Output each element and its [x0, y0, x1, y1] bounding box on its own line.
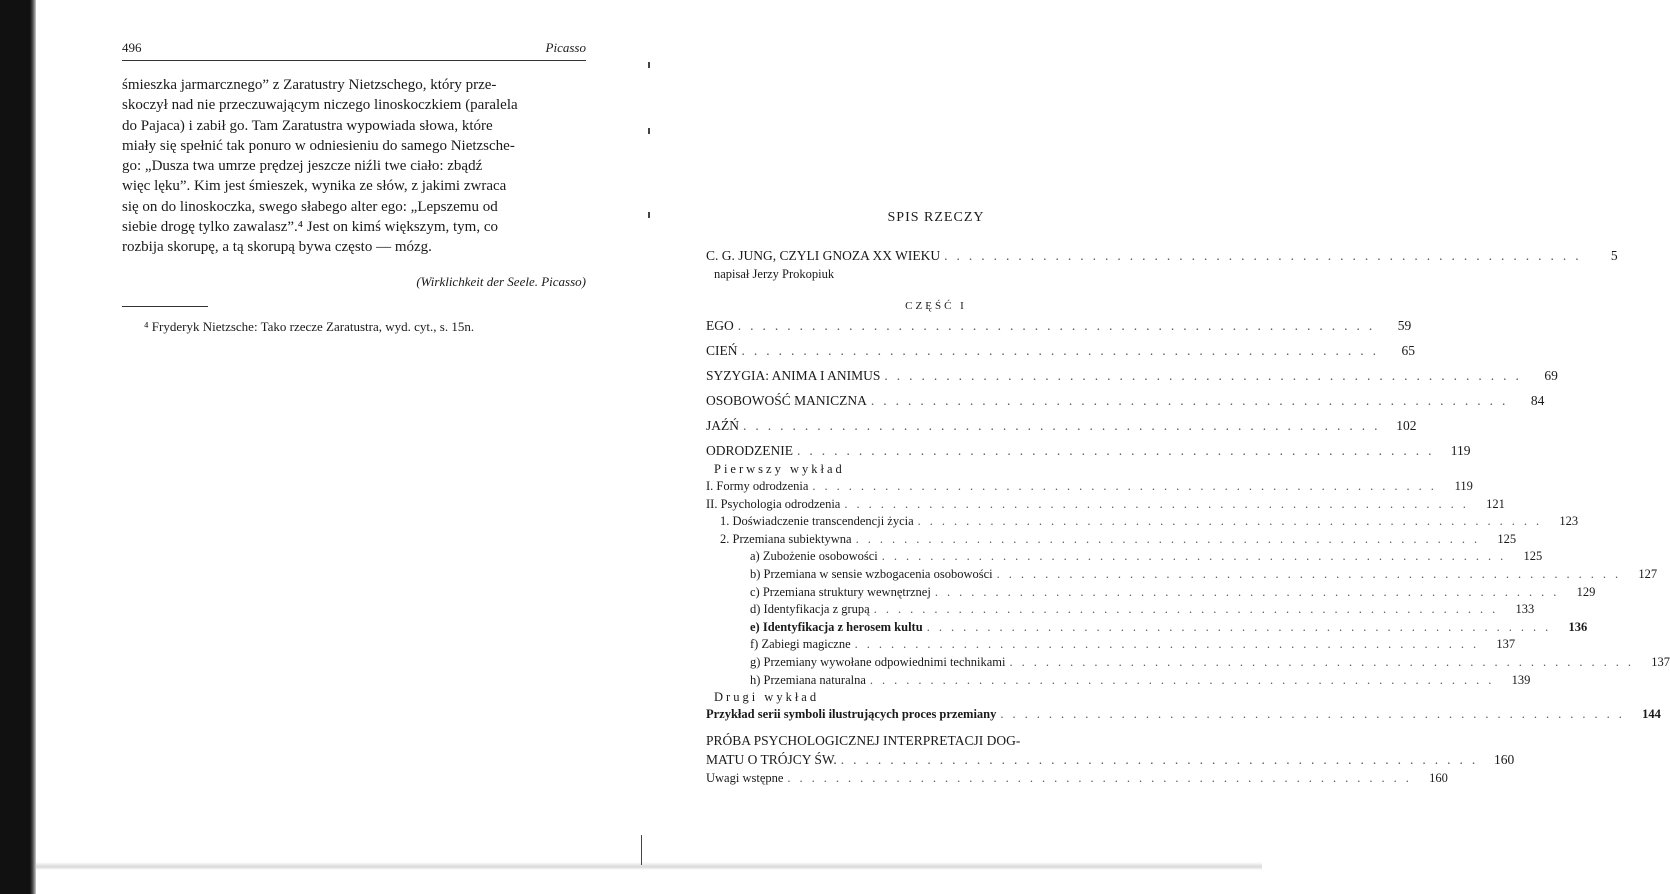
leader-dots: .................................................... [854, 637, 1486, 652]
toc-subentry [706, 514, 1579, 532]
running-head [122, 40, 586, 61]
lecture-heading: Drugi wykład [714, 690, 820, 705]
leader-dots: .................................................... [884, 368, 1528, 383]
toc-label: f) Zabiegi magiczne [750, 637, 851, 652]
leader-dots: .................................................... [840, 751, 1485, 767]
quote-source: (Wirklichkeit der Seele. Picasso) [416, 273, 586, 289]
toc-title: SPIS RZECZY [887, 210, 985, 225]
toc-page: 125 [1497, 531, 1517, 546]
text-line: skoczył nad nie przeczuwającym niczego linoskoczkiem (paralela [122, 97, 518, 114]
leader-dots: .................................................... [996, 566, 1628, 581]
page-number: 496 [122, 40, 142, 55]
toc-entry [706, 343, 1415, 362]
toc-label: h) Przemiana naturalna [750, 672, 866, 687]
leader-dots: .................................................... [869, 672, 1501, 687]
toc-subentry [706, 770, 1448, 789]
toc-page: 137 [1496, 637, 1516, 652]
toc-entry [706, 318, 1412, 337]
toc-page: 102 [1396, 418, 1417, 433]
toc-label: OSOBOWOŚĆ MANICZNA [706, 393, 867, 408]
leader-dots: .................................................... [934, 584, 1566, 599]
toc-label: ODRODZENIE [706, 443, 793, 458]
toc-label: Przykład serii symboli ilustrujących proces przemiany [706, 707, 997, 722]
toc-page: 139 [1511, 672, 1531, 687]
toc-page: 160 [1494, 751, 1515, 767]
toc-page: 119 [1450, 443, 1471, 458]
toc-entry [706, 368, 1558, 387]
toc-page: 84 [1530, 393, 1545, 408]
toc-entry-trinity-line1: PRÓBA PSYCHOLOGICZNEJ INTERPRETACJI DOG- [706, 732, 1021, 748]
leader-dots: .................................................... [741, 343, 1385, 358]
leader-dots: .................................................... [743, 418, 1387, 433]
page-bottom-shadow [36, 862, 1262, 870]
toc-page: 121 [1486, 496, 1505, 511]
gutter-line [641, 835, 642, 865]
toc-label: MATU O TRÓJCY ŚW. [706, 751, 837, 767]
toc-page: 59 [1397, 318, 1412, 333]
toc-label: EGO [706, 318, 734, 333]
lecture-heading: Pierwszy wykład [714, 462, 845, 476]
toc-page: 127 [1638, 566, 1658, 581]
toc-subentry [706, 566, 1658, 585]
toc-entry [706, 443, 1471, 462]
toc-label: b) Przemiana w sensie wzbogacenia osobowości [750, 566, 993, 581]
leader-dots: .................................................... [737, 318, 1382, 333]
toc-label: 2. Przemiana subiektywna [720, 531, 852, 546]
chapter-list [706, 318, 1558, 462]
toc-label: c) Przemiana struktury wewnętrznej [750, 584, 931, 599]
text-line: rozbija skorupę, a tą skorupą bywa często — mózg. [122, 239, 432, 256]
leader-dots: .................................................... [870, 393, 1515, 408]
toc-subentry [706, 637, 1516, 655]
gutter-mark [648, 128, 650, 134]
gutter-mark [648, 212, 650, 218]
leader-dots: .................................................... [881, 549, 1513, 564]
toc-subentry [706, 672, 1531, 691]
leader-dots: .................................................... [926, 619, 1558, 634]
toc-label: SYZYGIA: ANIMA I ANIMUS [706, 368, 881, 383]
toc-page: 133 [1515, 602, 1535, 617]
text-line: śmieszka jarmarcznego” z Zaratustry Nietzschego, który prze- [122, 77, 497, 93]
table-of-contents [706, 248, 1670, 788]
toc-label: CIEŃ [706, 343, 738, 358]
toc-label: e) Identyfikacja z herosem kultu [750, 619, 923, 634]
footnote-rule [122, 306, 208, 307]
toc-page: 137 [1651, 654, 1670, 669]
right-page [706, 210, 1670, 788]
leader-dots: .................................................... [855, 531, 1487, 546]
text-line: go: „Dusza twa umrze prędzej jeszcze niźli twe ciało: zbądź [122, 158, 483, 175]
toc-page: 125 [1523, 549, 1543, 564]
leader-dots: .................................................... [944, 248, 1588, 263]
toc-entry [706, 393, 1545, 412]
leader-dots: .................................................... [917, 514, 1549, 529]
toc-label: a) Zubożenie osobowości [750, 549, 878, 564]
running-title: Picasso [545, 40, 586, 55]
toc-page: 5 [1610, 248, 1618, 263]
part-heading: CZĘŚĆ I [905, 300, 967, 312]
toc-subentry [706, 531, 1517, 550]
text-line: siebie drogę tylko zawalasz”.⁴ Jest on kimś większym, tym, co [122, 219, 498, 236]
toc-subentry [706, 496, 1505, 515]
toc-label: d) Identyfikacja z grupą [750, 602, 870, 617]
leader-dots: .................................................... [797, 443, 1441, 458]
toc-entry [706, 418, 1417, 437]
text-line: więc lęku”. Kim jest śmieszek, wynika ze słów, z jakimi zwraca [122, 178, 507, 195]
text-line: się on do linoskoczka, swego słabego alter ego: „Lepszemu od [122, 198, 498, 215]
leader-dots: .................................................... [1009, 654, 1640, 669]
leader-dots: .................................................... [844, 496, 1475, 511]
toc-subentry [706, 479, 1473, 497]
toc-entry-intro [706, 248, 1618, 267]
toc-subentry [706, 602, 1535, 620]
leader-dots: .................................................... [1000, 707, 1631, 722]
toc-label: Uwagi wstępne [706, 770, 784, 785]
toc-label: JAŹŃ [706, 418, 739, 433]
toc-subentry [706, 584, 1596, 603]
text-line: miały się spełnić tak ponuro w odniesieniu do samego Nietzsche- [122, 137, 515, 154]
toc-subentry [706, 707, 1661, 725]
toc-page: 65 [1401, 343, 1415, 358]
toc-label: II. Psychologia odrodzenia [706, 496, 841, 511]
toc-subentry [706, 549, 1543, 567]
body-text [122, 75, 586, 258]
toc-label: 1. Doświadczenie transcendencji życia [720, 514, 914, 529]
sub-entry-list [706, 479, 1670, 690]
toc-label: I. Formy odrodzenia [706, 479, 809, 493]
toc-page: 160 [1429, 770, 1448, 785]
leader-dots: .................................................... [873, 602, 1505, 617]
toc-label: g) Przemiany wywołane odpowiednimi technikami [750, 654, 1006, 669]
toc-page: 129 [1576, 584, 1596, 599]
text-line: do Pajaca) i zabił go. Tam Zaratustra wypowiada słowa, które [122, 117, 493, 134]
toc-page: 69 [1544, 368, 1558, 383]
toc-subentry [706, 654, 1670, 673]
toc-page: 144 [1642, 707, 1661, 722]
toc-label: C. G. JUNG, CZYLI GNOZA XX WIEKU [706, 248, 941, 263]
leader-dots: .................................................... [787, 770, 1418, 785]
toc-subentry [706, 619, 1588, 638]
footnote: ⁴ Fryderyk Nietzsche: Tako rzecze Zaratustra, wyd. cyt., s. 15n. [144, 318, 475, 334]
book-spine-shadow [0, 0, 36, 894]
toc-entry-trinity [706, 751, 1515, 771]
left-page [122, 40, 586, 335]
toc-page: 119 [1454, 479, 1473, 493]
toc-page: 123 [1559, 514, 1579, 529]
intro-author: napisał Jerzy Prokopiuk [714, 267, 835, 281]
leader-dots: .................................................... [812, 479, 1443, 493]
toc-page: 136 [1568, 619, 1588, 634]
gutter-mark [648, 62, 650, 68]
